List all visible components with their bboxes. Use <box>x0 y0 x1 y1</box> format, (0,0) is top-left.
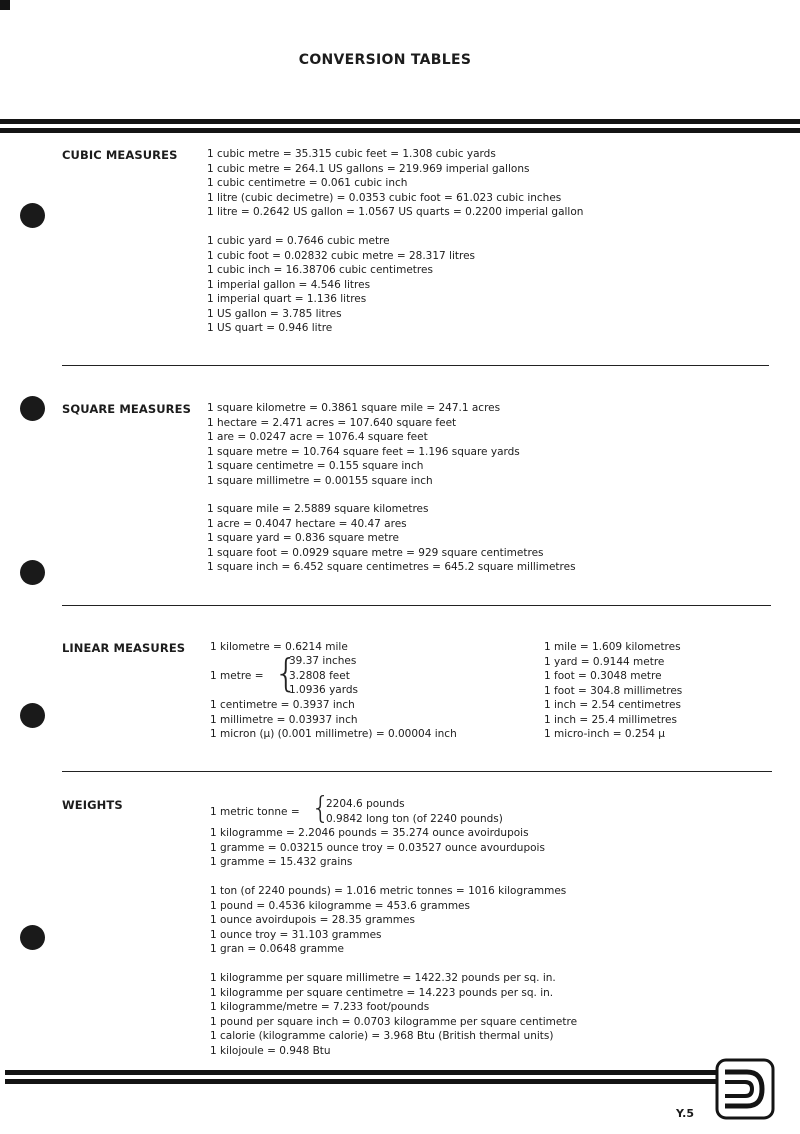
conversion-line: 1 kilogramme = 2.2046 pounds = 35.274 ounce avoirdupois <box>210 827 529 839</box>
conversion-line: 1 imperial gallon = 4.546 litres <box>207 278 371 291</box>
linear-right-column <box>544 640 682 742</box>
conversion-line: 1 cubic foot = 0.02832 cubic metre = 28.317 litres <box>207 249 476 262</box>
conversion-line: 1 gramme = 15.432 grains <box>210 856 353 868</box>
punch-hole <box>20 203 45 228</box>
conversion-line: 1 hectare = 2.471 acres = 107.640 square feet <box>207 416 457 429</box>
conversion-line: 1 inch = 25.4 millimetres <box>544 713 677 726</box>
weights-group-2 <box>210 884 566 957</box>
top-rule <box>0 128 800 133</box>
cubic-group-1 <box>207 147 583 220</box>
conversion-line: 1 square yard = 0.836 square metre <box>207 532 399 544</box>
conversion-line: 1 inch = 2.54 centimetres <box>544 699 681 711</box>
page-title: CONVERSION TABLES <box>298 52 472 68</box>
section-heading-weights: WEIGHTS <box>62 798 123 812</box>
conversion-line: 1 foot = 304.8 millimetres <box>544 684 683 697</box>
linear-left-rest <box>210 698 457 742</box>
conversion-line: 1 cubic metre = 264.1 US gallons = 219.969 imperial gallons <box>207 162 530 175</box>
tonne-label: 1 metric tonne = <box>210 806 300 818</box>
conversion-line: 1 millimetre = 0.03937 inch <box>210 713 358 726</box>
conversion-line: 1 mile = 1.609 kilometres <box>544 641 681 653</box>
conversion-value: 0.9842 long ton (of 2240 pounds) <box>326 812 503 825</box>
punch-hole <box>20 396 45 421</box>
conversion-line: 1 cubic inch = 16.38706 cubic centimetres <box>207 264 433 276</box>
conversion-value: 39.37 inches <box>289 655 357 667</box>
section-divider <box>62 605 771 606</box>
conversion-line: 1 litre = 0.2642 US gallon = 1.0567 US quarts = 0.2200 imperial gallon <box>207 206 584 218</box>
weights-group-3 <box>210 971 577 1058</box>
conversion-line: 1 square foot = 0.0929 square metre = 929 square centimetres <box>207 546 544 559</box>
brace-icon: { <box>274 651 299 695</box>
conversion-line: 1 centimetre = 0.3937 inch <box>210 699 355 711</box>
conversion-line: 1 micro-inch = 0.254 µ <box>544 728 665 740</box>
metre-label: 1 metre = <box>210 670 264 682</box>
section-divider <box>62 771 772 772</box>
conversion-line: 1 square centimetre = 0.155 square inch <box>207 460 424 472</box>
conversion-value: 1.0936 yards <box>289 684 358 696</box>
punch-hole <box>20 703 45 728</box>
corner-mark <box>0 0 10 10</box>
section-heading-cubic: CUBIC MEASURES <box>62 148 178 162</box>
conversion-line: 1 kilogramme per square centimetre = 14.223 pounds per sq. in. <box>210 986 554 999</box>
metre-values <box>289 654 358 698</box>
top-rule <box>0 119 800 124</box>
conversion-line: 1 square millimetre = 0.00155 square inch <box>207 474 433 487</box>
conversion-line: 1 gran = 0.0648 gramme <box>210 943 344 955</box>
conversion-line: 1 cubic metre = 35.315 cubic feet = 1.308 cubic yards <box>207 148 496 160</box>
square-group-1 <box>207 401 520 488</box>
weights-group-1 <box>210 826 545 870</box>
conversion-line: 1 acre = 0.4047 hectare = 40.47 ares <box>207 517 407 530</box>
bottom-rule <box>5 1079 717 1084</box>
company-logo-icon <box>715 1058 775 1120</box>
bottom-rule <box>5 1070 717 1075</box>
conversion-line: 1 kilogramme/metre = 7.233 foot/pounds <box>210 1001 430 1013</box>
section-divider <box>62 365 769 366</box>
conversion-line: 1 are = 0.0247 acre = 1076.4 square feet <box>207 431 428 443</box>
section-heading-square: SQUARE MEASURES <box>62 402 191 416</box>
brace-icon: { <box>311 791 331 826</box>
cubic-group-2 <box>207 234 475 336</box>
punch-hole <box>20 925 45 950</box>
conversion-value: 2204.6 pounds <box>326 798 405 810</box>
conversion-line: 1 micron (µ) (0.001 millimetre) = 0.00004 inch <box>210 728 457 740</box>
punch-hole <box>20 560 45 585</box>
conversion-line: 1 pound = 0.4536 kilogramme = 453.6 grammes <box>210 899 470 912</box>
conversion-line: 1 US gallon = 3.785 litres <box>207 307 342 320</box>
page-number: Y.5 <box>676 1107 694 1120</box>
conversion-line: 1 calorie (kilogramme calorie) = 3.968 Btu (British thermal units) <box>210 1030 554 1042</box>
conversion-line: 1 square mile = 2.5889 square kilometres <box>207 503 429 515</box>
conversion-line: 1 kilojoule = 0.948 Btu <box>210 1044 331 1057</box>
tonne-values <box>326 797 503 826</box>
conversion-line: 1 ounce troy = 31.103 grammes <box>210 928 382 941</box>
conversion-line: 1 gramme = 0.03215 ounce troy = 0.03527 ounce avourdupois <box>210 841 545 854</box>
conversion-line: 1 square metre = 10.764 square feet = 1.196 square yards <box>207 445 520 458</box>
conversion-line: 1 yard = 0.9144 metre <box>544 655 665 668</box>
square-group-2 <box>207 502 576 575</box>
conversion-line: 1 kilometre = 0.6214 mile <box>210 641 348 653</box>
conversion-line: 1 square inch = 6.452 square centimetres = 645.2 square millimetres <box>207 561 576 573</box>
conversion-line: 1 cubic yard = 0.7646 cubic metre <box>207 235 390 247</box>
conversion-line: 1 ton (of 2240 pounds) = 1.016 metric tonnes = 1016 kilogrammes <box>210 885 567 897</box>
conversion-line: 1 foot = 0.3048 metre <box>544 670 662 682</box>
conversion-line: 1 kilogramme per square millimetre = 1422.32 pounds per sq. in. <box>210 972 556 984</box>
conversion-line: 1 litre (cubic decimetre) = 0.0353 cubic foot = 61.023 cubic inches <box>207 191 562 204</box>
conversion-line: 1 US quart = 0.946 litre <box>207 322 333 334</box>
conversion-line: 1 cubic centimetre = 0.061 cubic inch <box>207 177 408 189</box>
conversion-line: 1 ounce avoirdupois = 28.35 grammes <box>210 914 415 926</box>
conversion-line: 1 square kilometre = 0.3861 square mile = 247.1 acres <box>207 402 501 414</box>
conversion-line: 1 imperial quart = 1.136 litres <box>207 293 367 305</box>
conversion-line: 1 pound per square inch = 0.0703 kilogramme per square centimetre <box>210 1015 578 1028</box>
section-heading-linear: LINEAR MEASURES <box>62 641 186 655</box>
conversion-value: 3.2808 feet <box>289 669 350 682</box>
